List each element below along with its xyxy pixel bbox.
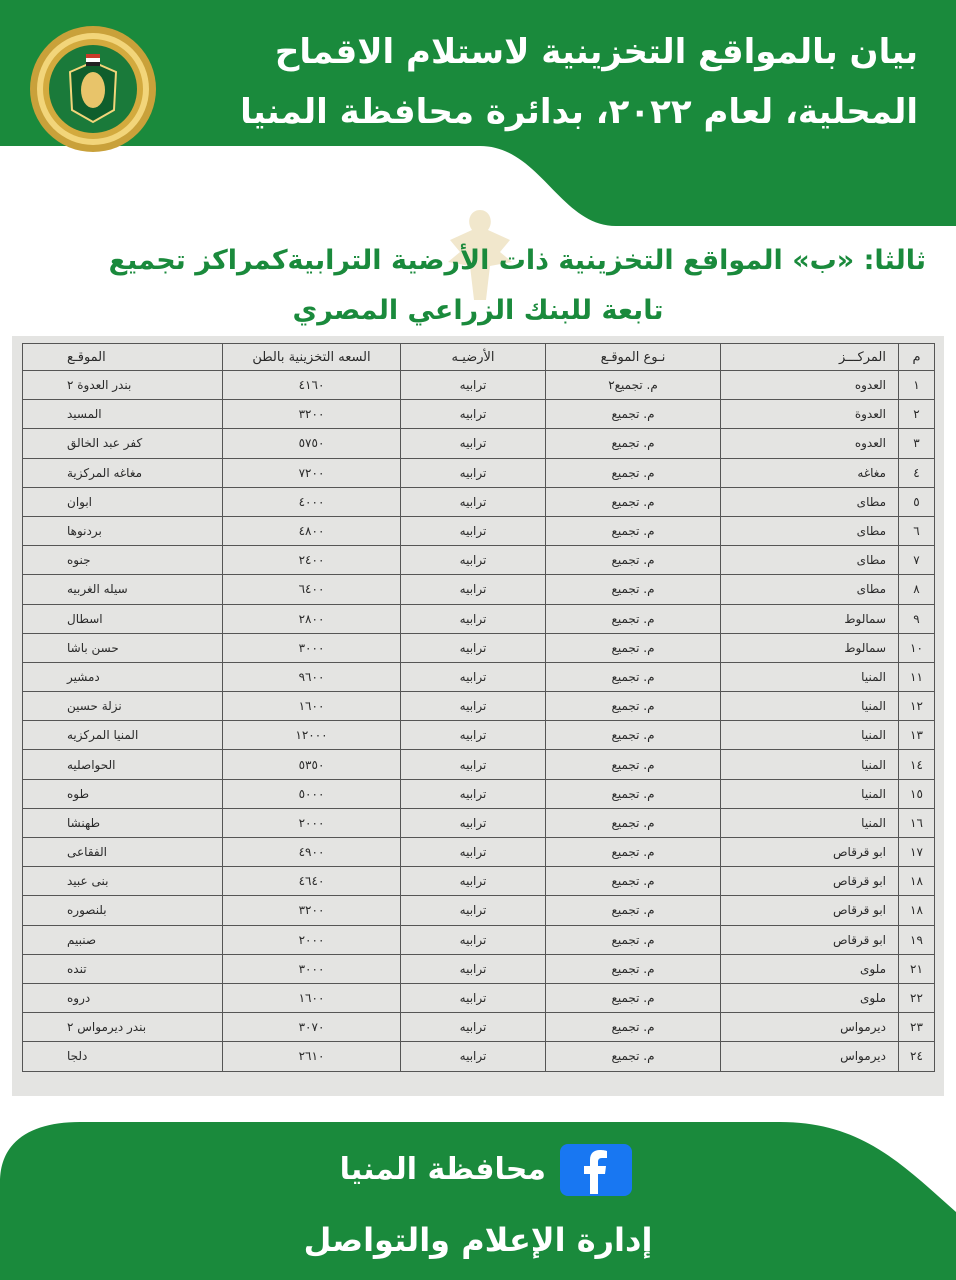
section-subtitle	[30, 236, 926, 336]
row-num: ١٥	[899, 779, 935, 808]
row-type: م. تجميع	[546, 604, 721, 633]
row-capacity: ٤٦٤٠	[223, 867, 401, 896]
row-type: م. تجميع	[546, 925, 721, 954]
row-site: كفر عبد الخالق	[23, 429, 223, 458]
row-num: ١١	[899, 662, 935, 691]
row-capacity: ٥٠٠٠	[223, 779, 401, 808]
row-site: سيله الغربيه	[23, 575, 223, 604]
header-capacity: السعه التخزينية بالطن	[223, 344, 401, 371]
row-capacity: ٣٢٠٠	[223, 896, 401, 925]
row-soil: ترابيه	[401, 721, 546, 750]
row-site: دروه	[23, 983, 223, 1012]
subtitle-line-2: تابعة للبنك الزراعي المصري	[292, 295, 664, 326]
row-site: الحواصليه	[23, 750, 223, 779]
row-num: ١٨	[899, 896, 935, 925]
row-type: م. تجميع	[546, 546, 721, 575]
storage-sites-table	[22, 343, 935, 1072]
row-num: ١٢	[899, 692, 935, 721]
row-site: جنوه	[23, 546, 223, 575]
row-capacity: ٣٠٧٠	[223, 1013, 401, 1042]
row-soil: ترابيه	[401, 983, 546, 1012]
row-soil: ترابيه	[401, 925, 546, 954]
table-row	[23, 983, 935, 1012]
row-site: مغاغه المركزية	[23, 458, 223, 487]
row-num: ١٠	[899, 633, 935, 662]
row-type: م. تجميع	[546, 633, 721, 662]
row-site: بنى عبيد	[23, 867, 223, 896]
row-capacity: ٣٢٠٠	[223, 400, 401, 429]
row-center: مطاى	[721, 516, 899, 545]
row-soil: ترابيه	[401, 954, 546, 983]
row-num: ٩	[899, 604, 935, 633]
row-num: ١٣	[899, 721, 935, 750]
row-soil: ترابيه	[401, 604, 546, 633]
row-center: ملوى	[721, 983, 899, 1012]
table-row	[23, 633, 935, 662]
row-center: المنيا	[721, 779, 899, 808]
row-soil: ترابيه	[401, 808, 546, 837]
row-num: ٢	[899, 400, 935, 429]
row-capacity: ٢٠٠٠	[223, 925, 401, 954]
row-site: بندر العدوة ٢	[23, 371, 223, 400]
row-site: اسطال	[23, 604, 223, 633]
row-type: م. تجميع	[546, 1013, 721, 1042]
row-center: مطاى	[721, 546, 899, 575]
header-center: المركـــز	[721, 344, 899, 371]
header-type: نـوع الموقـع	[546, 344, 721, 371]
row-soil: ترابيه	[401, 633, 546, 662]
row-soil: ترابيه	[401, 779, 546, 808]
row-soil: ترابيه	[401, 838, 546, 867]
facebook-page-name[interactable]: محافظة المنيا	[339, 1152, 546, 1187]
header-banner	[0, 0, 956, 230]
row-num: ١٤	[899, 750, 935, 779]
table-header-row	[23, 344, 935, 371]
table-row	[23, 546, 935, 575]
row-soil: ترابيه	[401, 458, 546, 487]
row-site: الفقاعى	[23, 838, 223, 867]
row-soil: ترابيه	[401, 750, 546, 779]
row-type: م. تجميع	[546, 487, 721, 516]
row-num: ٧	[899, 546, 935, 575]
row-capacity: ٤٠٠٠	[223, 487, 401, 516]
row-site: المنيا المركزيه	[23, 721, 223, 750]
row-center: مطاى	[721, 487, 899, 516]
row-center: العدوة	[721, 400, 899, 429]
title-line-1: بيان بالمواقع التخزينية لاستلام الاقماح	[274, 32, 918, 72]
row-center: سمالوط	[721, 633, 899, 662]
row-site: بلنصوره	[23, 896, 223, 925]
row-center: مغاغه	[721, 458, 899, 487]
table-row	[23, 838, 935, 867]
row-num: ٨	[899, 575, 935, 604]
row-num: ٢٣	[899, 1013, 935, 1042]
row-capacity: ٤٩٠٠	[223, 838, 401, 867]
department-name: إدارة الإعلام والتواصل	[303, 1221, 653, 1259]
row-type: م. تجميع	[546, 429, 721, 458]
table-row	[23, 400, 935, 429]
row-center: العدوه	[721, 371, 899, 400]
title-line-2: المحلية، لعام ٢٠٢٢، بدائرة محافظة المنيا	[240, 92, 918, 132]
row-soil: ترابيه	[401, 575, 546, 604]
row-site: بندر ديرمواس ٢	[23, 1013, 223, 1042]
row-type: م. تجميع	[546, 662, 721, 691]
row-soil: ترابيه	[401, 400, 546, 429]
row-capacity: ٤١٦٠	[223, 371, 401, 400]
row-type: م. تجميع	[546, 867, 721, 896]
row-soil: ترابيه	[401, 429, 546, 458]
header-soil: الأرضيـه	[401, 344, 546, 371]
table-row	[23, 954, 935, 983]
row-center: المنيا	[721, 662, 899, 691]
row-num: ٢١	[899, 954, 935, 983]
row-type: م. تجميع	[546, 692, 721, 721]
facebook-icon[interactable]	[560, 1144, 632, 1196]
row-capacity: ٥٧٥٠	[223, 429, 401, 458]
table-row	[23, 692, 935, 721]
row-num: ٢٤	[899, 1042, 935, 1071]
subtitle-line-1: ثالثا: «ب» المواقع التخزينية ذات الأرضية الترابيةكمراكز تجميع	[108, 245, 926, 276]
table-row	[23, 779, 935, 808]
table-row	[23, 662, 935, 691]
row-soil: ترابيه	[401, 662, 546, 691]
row-type: م. تجميع	[546, 400, 721, 429]
row-soil: ترابيه	[401, 1042, 546, 1071]
row-num: ١٦	[899, 808, 935, 837]
row-type: م. تجميع٢	[546, 371, 721, 400]
row-soil: ترابيه	[401, 692, 546, 721]
row-capacity: ٣٠٠٠	[223, 633, 401, 662]
row-capacity: ٢٨٠٠	[223, 604, 401, 633]
row-capacity: ٧٢٠٠	[223, 458, 401, 487]
table-row	[23, 867, 935, 896]
row-capacity: ١٢٠٠٠	[223, 721, 401, 750]
row-type: م. تجميع	[546, 954, 721, 983]
header-num: م	[899, 344, 935, 371]
row-center: المنيا	[721, 750, 899, 779]
row-capacity: ٢٦١٠	[223, 1042, 401, 1071]
table-row	[23, 750, 935, 779]
header-title	[218, 22, 918, 142]
header-site: الموقـع	[23, 344, 223, 371]
row-site: طوه	[23, 779, 223, 808]
row-soil: ترابيه	[401, 546, 546, 575]
table-row	[23, 896, 935, 925]
row-site: دمشير	[23, 662, 223, 691]
row-num: ٤	[899, 458, 935, 487]
scanned-document	[12, 336, 944, 1096]
row-center: ابو قرقاص	[721, 896, 899, 925]
row-site: نزلة حسين	[23, 692, 223, 721]
table-row	[23, 925, 935, 954]
row-capacity: ٣٠٠٠	[223, 954, 401, 983]
row-soil: ترابيه	[401, 487, 546, 516]
table-row	[23, 1013, 935, 1042]
table-row	[23, 575, 935, 604]
row-center: المنيا	[721, 808, 899, 837]
row-type: م. تجميع	[546, 838, 721, 867]
row-type: م. تجميع	[546, 808, 721, 837]
row-num: ٦	[899, 516, 935, 545]
row-num: ١٧	[899, 838, 935, 867]
row-num: ٣	[899, 429, 935, 458]
table-row	[23, 429, 935, 458]
row-site: طهنشا	[23, 808, 223, 837]
row-capacity: ٩٦٠٠	[223, 662, 401, 691]
row-site: المسيد	[23, 400, 223, 429]
row-site: دلجا	[23, 1042, 223, 1071]
row-soil: ترابيه	[401, 896, 546, 925]
facebook-row	[0, 1140, 956, 1200]
row-type: م. تجميع	[546, 516, 721, 545]
table-row	[23, 604, 935, 633]
row-site: ابوان	[23, 487, 223, 516]
row-capacity: ١٦٠٠	[223, 692, 401, 721]
table-row	[23, 458, 935, 487]
row-type: م. تجميع	[546, 779, 721, 808]
row-type: م. تجميع	[546, 983, 721, 1012]
row-center: المنيا	[721, 692, 899, 721]
row-num: ١٨	[899, 867, 935, 896]
row-capacity: ٤٨٠٠	[223, 516, 401, 545]
row-capacity: ٢٤٠٠	[223, 546, 401, 575]
row-site: تنده	[23, 954, 223, 983]
table-row	[23, 516, 935, 545]
row-center: ابو قرقاص	[721, 925, 899, 954]
table-row	[23, 808, 935, 837]
governorate-logo	[28, 24, 158, 154]
row-soil: ترابيه	[401, 867, 546, 896]
row-soil: ترابيه	[401, 516, 546, 545]
row-center: ديرمواس	[721, 1042, 899, 1071]
row-center: مطاى	[721, 575, 899, 604]
row-capacity: ٢٠٠٠	[223, 808, 401, 837]
row-site: صنبيم	[23, 925, 223, 954]
row-type: م. تجميع	[546, 721, 721, 750]
row-center: المنيا	[721, 721, 899, 750]
row-center: ملوى	[721, 954, 899, 983]
row-center: العدوه	[721, 429, 899, 458]
row-type: م. تجميع	[546, 750, 721, 779]
row-num: ٢٢	[899, 983, 935, 1012]
table-row	[23, 1042, 935, 1071]
row-center: ابو قرقاص	[721, 838, 899, 867]
row-type: م. تجميع	[546, 896, 721, 925]
table-row	[23, 371, 935, 400]
row-center: ابو قرقاص	[721, 867, 899, 896]
table-row	[23, 487, 935, 516]
row-soil: ترابيه	[401, 1013, 546, 1042]
row-capacity: ٦٤٠٠	[223, 575, 401, 604]
row-soil: ترابيه	[401, 371, 546, 400]
table-row	[23, 721, 935, 750]
row-center: ديرمواس	[721, 1013, 899, 1042]
row-site: حسن باشا	[23, 633, 223, 662]
row-num: ١٩	[899, 925, 935, 954]
row-site: بردنوها	[23, 516, 223, 545]
row-capacity: ٥٣٥٠	[223, 750, 401, 779]
row-type: م. تجميع	[546, 1042, 721, 1071]
row-capacity: ١٦٠٠	[223, 983, 401, 1012]
row-num: ١	[899, 371, 935, 400]
row-type: م. تجميع	[546, 575, 721, 604]
row-center: سمالوط	[721, 604, 899, 633]
row-type: م. تجميع	[546, 458, 721, 487]
row-num: ٥	[899, 487, 935, 516]
